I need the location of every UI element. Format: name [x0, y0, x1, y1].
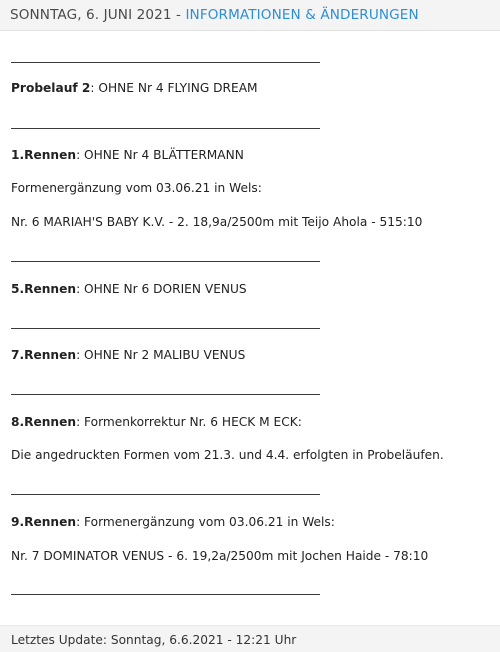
separator-line [11, 494, 320, 495]
entry-text: Die angedruckten Formen vom 21.3. und 4.4. erfolgten in Probeläufen. [11, 448, 444, 462]
separator-line [11, 128, 320, 129]
separator-line [11, 62, 320, 63]
entry-rennen-8-detail [11, 447, 444, 463]
entry-text: : OHNE Nr 4 FLYING DREAM [90, 81, 258, 95]
entry-rennen-9-detail [11, 548, 428, 564]
footer-bar [0, 625, 500, 652]
entry-text: Nr. 6 MARIAH'S BABY K.V. - 2. 18,9a/2500m mit Teijo Ahola - 515:10 [11, 215, 423, 229]
separator-line [11, 594, 320, 595]
header-title: INFORMATIONEN & ÄNDERUNGEN [185, 7, 419, 23]
entry-probelauf-2 [11, 80, 258, 96]
entry-rennen-1-note [11, 180, 262, 196]
header-separator: - [171, 7, 186, 23]
entry-rennen-9 [11, 514, 335, 530]
separator-line [11, 394, 320, 395]
entry-text: : Formenkorrektur Nr. 6 HECK M ECK: [76, 415, 302, 429]
entry-label: Probelauf 2 [11, 81, 91, 95]
entry-text: Formenergänzung vom 03.06.21 in Wels: [11, 181, 262, 195]
entry-rennen-5 [11, 281, 247, 297]
entry-text: Nr. 7 DOMINATOR VENUS - 6. 19,2a/2500m mit Jochen Haide - 78:10 [11, 549, 429, 563]
entry-label: 8.Rennen [11, 415, 77, 429]
header-date: SONNTAG, 6. JUNI 2021 [10, 7, 172, 23]
entry-label: 7.Rennen [11, 348, 77, 362]
separator-line [11, 261, 320, 262]
entry-rennen-1 [11, 147, 244, 163]
entry-text: : OHNE Nr 2 MALIBU VENUS [76, 348, 246, 362]
entry-text: : OHNE Nr 6 DORIEN VENUS [76, 282, 247, 296]
entry-label: 9.Rennen [11, 515, 77, 529]
separator-line [11, 328, 320, 329]
entry-text: : Formenergänzung vom 03.06.21 in Wels: [76, 515, 335, 529]
entry-rennen-7 [11, 347, 245, 363]
entry-rennen-8 [11, 414, 302, 430]
last-update-text: Letztes Update: Sonntag, 6.6.2021 - 12:21 Uhr [11, 633, 297, 647]
header-bar [0, 0, 500, 31]
entry-label: 1.Rennen [11, 148, 77, 162]
entry-label: 5.Rennen [11, 282, 77, 296]
entry-text: : OHNE Nr 4 BLÄTTERMANN [76, 148, 244, 162]
entry-rennen-1-detail [11, 214, 422, 230]
